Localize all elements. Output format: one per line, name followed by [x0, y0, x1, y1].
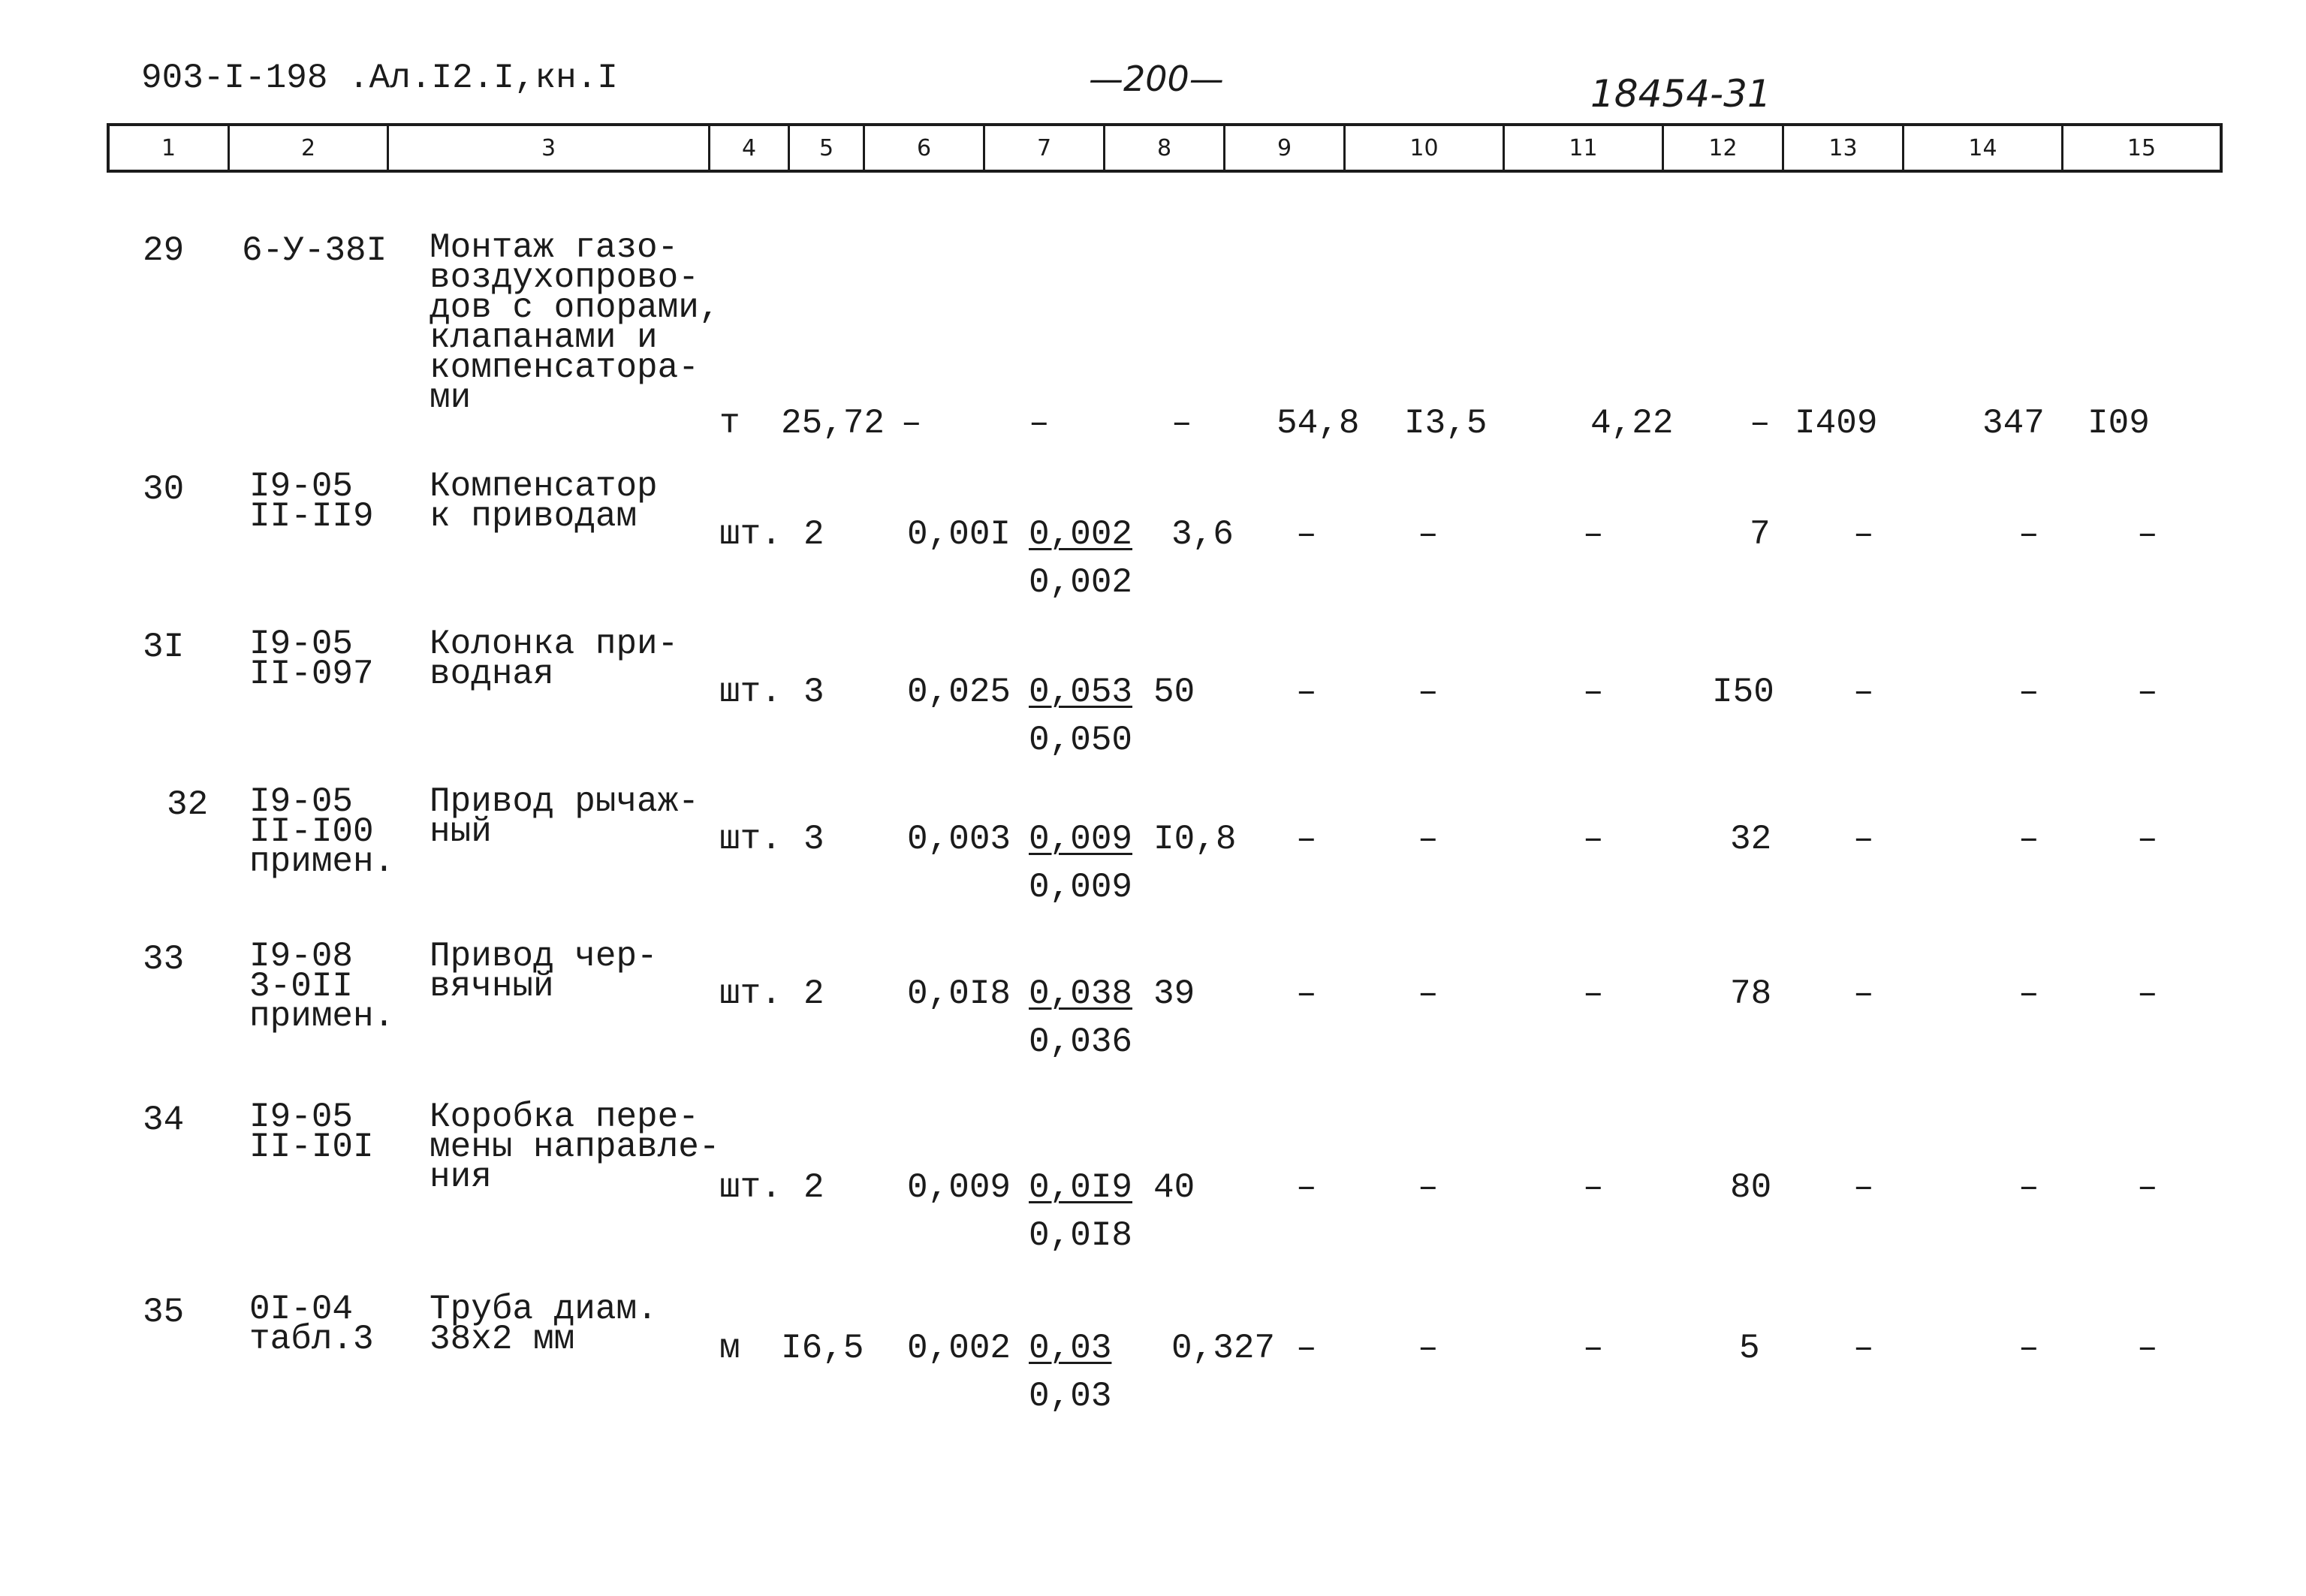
norm-code: 0I-04 табл.3	[249, 1290, 374, 1359]
col10-value: I3,5	[1404, 404, 1488, 443]
col8-value: –	[1171, 404, 1192, 443]
col7-value-lower: 0,009	[1029, 868, 1133, 907]
col9-value: –	[1296, 974, 1317, 1013]
norm-code: I9-05 II-097	[249, 625, 374, 694]
col6-value: 0,00I	[907, 515, 1011, 554]
col7-value: 0,002	[1029, 515, 1133, 554]
col6-value: 0,025	[907, 673, 1011, 712]
col10-value: –	[1418, 974, 1439, 1013]
col13-value: –	[1853, 673, 1874, 712]
work-name: Привод рычаж- ный	[430, 782, 699, 851]
col13-value: –	[1853, 974, 1874, 1013]
col7-value: 0,0I9	[1029, 1168, 1133, 1207]
col8-value: 0,327	[1171, 1329, 1276, 1368]
col9-value: 54,8	[1277, 404, 1360, 443]
col13-value: –	[1853, 1329, 1874, 1368]
col7-value-lower: 0,03	[1029, 1377, 1112, 1416]
col9-value: –	[1296, 515, 1317, 554]
column-number: 7	[985, 126, 1105, 170]
quantity: 2	[803, 974, 824, 1013]
column-number: 10	[1346, 126, 1505, 170]
column-number: 13	[1784, 126, 1904, 170]
column-number: 8	[1105, 126, 1225, 170]
row-number: 3I	[143, 628, 185, 667]
work-name: Колонка при- водная	[430, 625, 679, 694]
quantity: 25,72	[781, 404, 885, 443]
col8-value: 39	[1153, 974, 1195, 1013]
column-number: 12	[1664, 126, 1784, 170]
col14-value: –	[2018, 1168, 2039, 1207]
col15-value: –	[2137, 1168, 2158, 1207]
col11-value: –	[1583, 673, 1604, 712]
column-number: 5	[790, 126, 865, 170]
col14-value: –	[2018, 820, 2039, 859]
unit: т	[719, 404, 740, 443]
norm-code: 6-У-38I	[242, 231, 387, 270]
col9-value: –	[1296, 820, 1317, 859]
row-number: 32	[167, 785, 209, 824]
col11-value: –	[1583, 515, 1604, 554]
work-name: Труба диам. 38х2 мм	[430, 1290, 658, 1359]
row-number: 35	[143, 1293, 185, 1332]
col7-value: 0,009	[1029, 820, 1133, 859]
norm-code: I9-05 II-II9	[249, 467, 374, 536]
work-name: Коробка пере- мены направле- ния	[430, 1098, 720, 1197]
col11-value: –	[1583, 1168, 1604, 1207]
col13-value: –	[1853, 1168, 1874, 1207]
unit: шт.	[719, 974, 782, 1013]
column-number: 3	[389, 126, 710, 170]
col7-value: 0,053	[1029, 673, 1133, 712]
unit: м	[719, 1329, 740, 1368]
col14-value: –	[2018, 974, 2039, 1013]
quantity: 2	[803, 1168, 824, 1207]
col12-value: 78	[1730, 974, 1772, 1013]
col10-value: –	[1418, 1329, 1439, 1368]
column-number: 11	[1505, 126, 1664, 170]
col14-value: 347	[1982, 404, 2045, 443]
unit: шт.	[719, 1168, 782, 1207]
quantity: 3	[803, 673, 824, 712]
col7-value-lower: 0,0I8	[1029, 1216, 1133, 1255]
col11-value: –	[1583, 974, 1604, 1013]
norm-code: I9-05 II-I00 примен.	[249, 782, 395, 881]
col10-value: –	[1418, 515, 1439, 554]
col8-value: 50	[1153, 673, 1195, 712]
col9-value: –	[1296, 1329, 1317, 1368]
col7-value: –	[1029, 404, 1050, 443]
col10-value: –	[1418, 820, 1439, 859]
col7-value: 0,03	[1029, 1329, 1112, 1368]
col9-value: –	[1296, 1168, 1317, 1207]
col10-value: –	[1418, 1168, 1439, 1207]
col6-value: 0,003	[907, 820, 1011, 859]
col7-value-lower: 0,036	[1029, 1022, 1133, 1061]
column-number: 9	[1225, 126, 1346, 170]
column-number: 14	[1904, 126, 2063, 170]
col6-value: 0,009	[907, 1168, 1011, 1207]
document-code: 903-I-198 .Ал.I2.I,кн.I	[141, 59, 618, 98]
col12-value: 80	[1730, 1168, 1772, 1207]
col8-value: 40	[1153, 1168, 1195, 1207]
row-number: 29	[143, 231, 185, 270]
column-number: 15	[2127, 134, 2157, 161]
col12-value: 32	[1730, 820, 1772, 859]
col15-value: –	[2137, 974, 2158, 1013]
col12-value: 5	[1739, 1329, 1760, 1368]
col13-value: –	[1853, 820, 1874, 859]
col14-value: –	[2018, 515, 2039, 554]
column-number: 6	[865, 126, 985, 170]
work-name: Привод чер- вячный	[430, 937, 658, 1006]
col11-value: –	[1583, 1329, 1604, 1368]
quantity: I6,5	[781, 1329, 864, 1368]
row-number: 34	[143, 1101, 185, 1140]
norm-code: I9-05 II-I0I	[249, 1098, 374, 1167]
col6-value: 0,002	[907, 1329, 1011, 1368]
col11-value: –	[1583, 820, 1604, 859]
column-number: 1	[110, 126, 230, 170]
col8-value: 3,6	[1171, 515, 1234, 554]
norm-code: I9-08 3-0II примен.	[249, 937, 395, 1036]
page-number: —200—	[1089, 59, 1224, 99]
col6-value: –	[901, 404, 922, 443]
col12-value: I50	[1712, 673, 1774, 712]
quantity: 3	[803, 820, 824, 859]
col11-value: 4,22	[1590, 404, 1674, 443]
col15-value: I09	[2087, 404, 2150, 443]
unit: шт.	[719, 673, 782, 712]
inventory-number: 18454-31	[1590, 72, 1771, 116]
col14-value: –	[2018, 673, 2039, 712]
row-number: 30	[143, 470, 185, 509]
column-number: 4	[710, 126, 790, 170]
col7-value-lower: 0,002	[1029, 563, 1133, 602]
col8-value: I0,8	[1153, 820, 1237, 859]
col13-value: I409	[1795, 404, 1878, 443]
col15-value: –	[2137, 515, 2158, 554]
unit: шт.	[719, 820, 782, 859]
col10-value: –	[1418, 673, 1439, 712]
col12-value: –	[1750, 404, 1771, 443]
quantity: 2	[803, 515, 824, 554]
col12-value: 7	[1750, 515, 1771, 554]
col13-value: –	[1853, 515, 1874, 554]
work-name: Монтаж газо- воздухопрово- дов с опорами, клапанами и компенсатора- ми	[430, 228, 720, 417]
col7-value-lower: 0,050	[1029, 721, 1133, 760]
col15-value: –	[2137, 673, 2158, 712]
col9-value: –	[1296, 673, 1317, 712]
unit: шт.	[719, 515, 782, 554]
col15-value: –	[2137, 820, 2158, 859]
col15-value: –	[2137, 1329, 2158, 1368]
col14-value: –	[2018, 1329, 2039, 1368]
work-name: Компенсатор к приводам	[430, 467, 658, 536]
row-number: 33	[143, 940, 185, 979]
col7-value: 0,038	[1029, 974, 1133, 1013]
col6-value: 0,0I8	[907, 974, 1011, 1013]
column-number: 2	[230, 126, 389, 170]
